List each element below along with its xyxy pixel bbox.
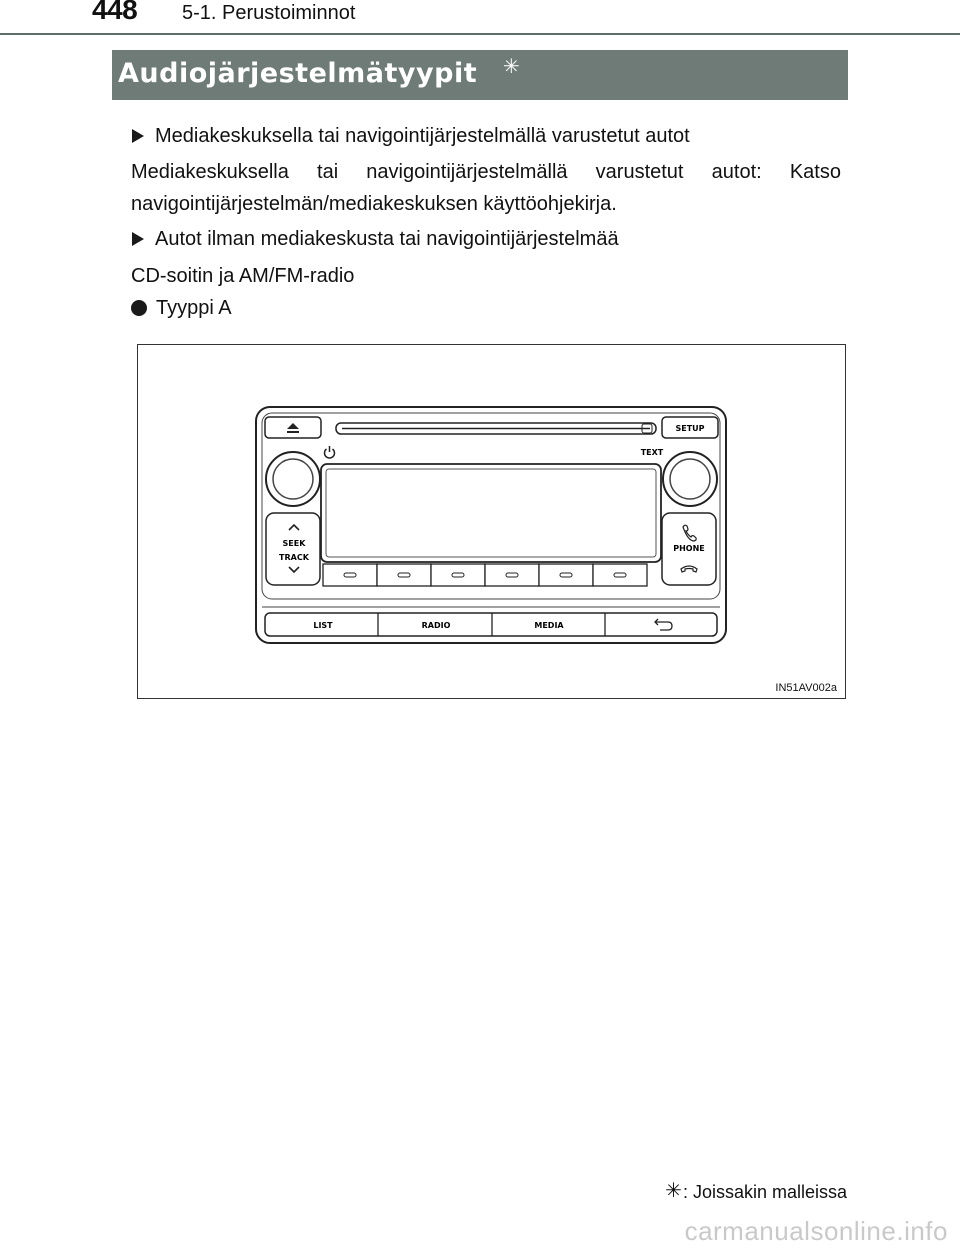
header-divider [0, 33, 960, 35]
paragraph-cd-radio: CD-soitin ja AM/FM-radio [131, 265, 355, 287]
footnote [665, 1178, 847, 1203]
section-title: Audiojärjestelmätyypit [118, 58, 478, 89]
radio-label: RADIO [421, 621, 451, 630]
bullet-heading-no-media [132, 227, 619, 251]
type-heading-text: Tyyppi A [156, 297, 232, 319]
seek-label: SEEK [282, 539, 306, 548]
audio-unit-figure [137, 344, 846, 699]
preset-buttons [323, 564, 647, 586]
preset-button-4[interactable] [485, 564, 539, 586]
watermark: carmanualsonline.info [684, 1216, 948, 1246]
paragraph-media-line1: Mediakeskuksella tai navigointijärjestelmällä varustetut autot: Katso [131, 161, 841, 183]
audio-unit-illustration [138, 345, 847, 700]
footnote-text: : Joissakin malleissa [682, 1182, 847, 1202]
breadcrumb: 5-1. Perustoiminnot [182, 2, 356, 24]
preset-button-6[interactable] [593, 564, 647, 586]
setup-label: SETUP [675, 424, 705, 433]
title-asterisk-icon: ✳ [503, 54, 520, 78]
preset-button-2[interactable] [377, 564, 431, 586]
paragraph-media-line2: navigointijärjestelmän/mediakeskuksen käyttöohjekirja. [131, 193, 617, 215]
phone-label: PHONE [673, 544, 705, 553]
page-number: 448 [92, 0, 138, 25]
section-title-bar [112, 50, 848, 100]
preset-button-1[interactable] [323, 564, 377, 586]
preset-button-3[interactable] [431, 564, 485, 586]
circle-bullet-icon [131, 300, 147, 316]
list-label: LIST [313, 621, 333, 630]
back-button[interactable] [605, 613, 717, 636]
display-screen [321, 464, 661, 562]
bullet-heading-text: Autot ilman mediakeskusta tai navigointijärjestelmää [155, 228, 619, 250]
preset-button-5[interactable] [539, 564, 593, 586]
bullet-heading-media [132, 124, 690, 148]
seek-track-button[interactable] [266, 513, 320, 585]
figure-code: IN51AV002a [775, 682, 837, 694]
bullet-heading-text: Mediakeskuksella tai navigointijärjestelmällä varustetut autot [155, 125, 690, 147]
media-label: MEDIA [534, 621, 564, 630]
type-heading [131, 296, 232, 320]
text-label: TEXT [640, 448, 664, 457]
track-label: TRACK [279, 553, 309, 562]
triangle-bullet-icon [132, 232, 144, 246]
triangle-bullet-icon [132, 129, 144, 143]
footnote-asterisk-icon: ✳ [665, 1180, 682, 1202]
